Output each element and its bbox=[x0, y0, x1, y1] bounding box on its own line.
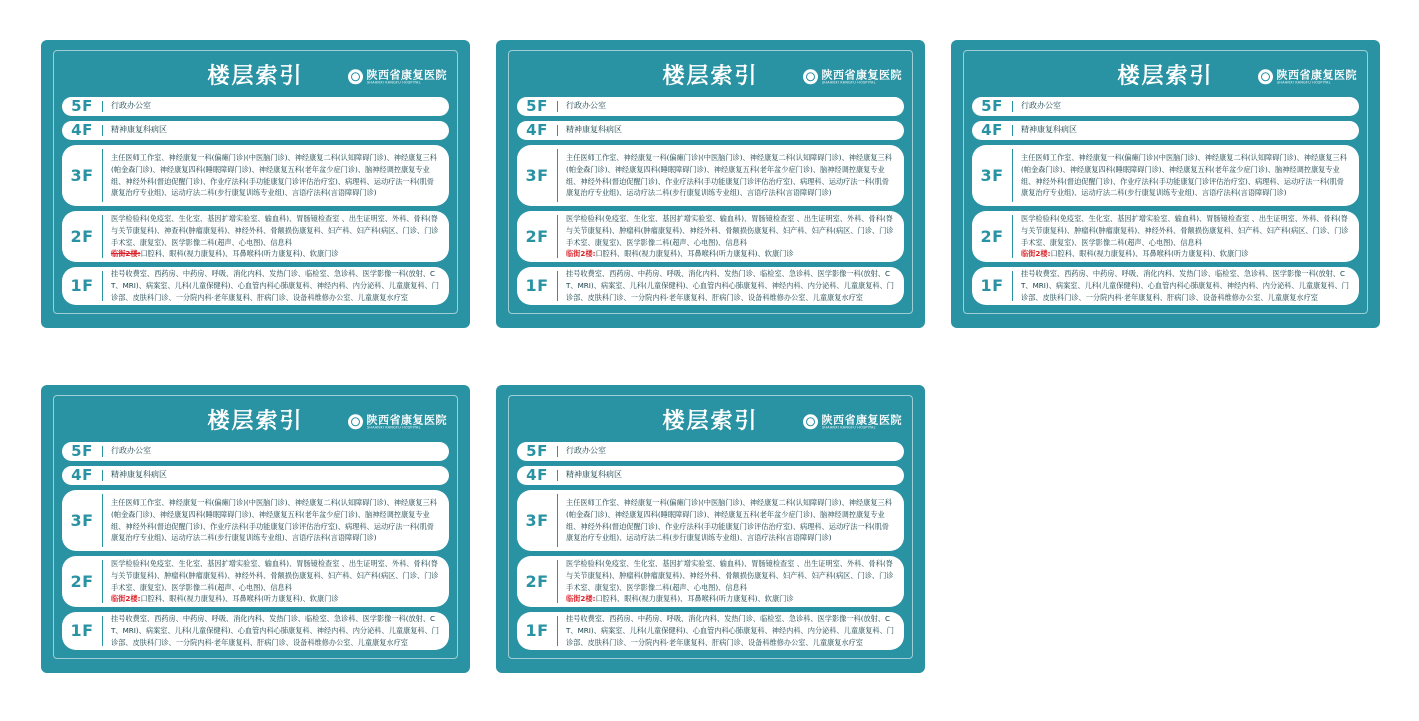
floor-4f-text: 精神康复科病区 bbox=[566, 469, 622, 479]
page-title: 楼层索引 bbox=[207, 409, 304, 434]
floor-row-3f[interactable] bbox=[972, 145, 1359, 207]
floor-5f-text: 行政办公室 bbox=[1021, 101, 1061, 110]
floor-number: 2F bbox=[980, 227, 1004, 247]
floor-content bbox=[558, 490, 904, 552]
hospital-logo-text bbox=[1277, 69, 1358, 84]
floor-content bbox=[1013, 267, 1359, 305]
floor-content bbox=[558, 145, 904, 207]
floor-content bbox=[558, 267, 904, 305]
floor-number: 2F bbox=[70, 572, 94, 592]
floor-content bbox=[1013, 121, 1359, 140]
floor-list bbox=[62, 97, 449, 305]
hospital-logo-text bbox=[822, 414, 903, 429]
hospital-logo-en: SHAANXI KANGFU HOSPITAL bbox=[1276, 80, 1331, 85]
floor-content bbox=[103, 556, 449, 606]
floor-content bbox=[558, 556, 904, 606]
board-5 bbox=[496, 385, 925, 673]
floor-row-1f[interactable] bbox=[62, 267, 449, 305]
floor-2f-note-text: 口腔科、眼科(视力康复科)、耳鼻喉科(听力康复科)、软康门诊 bbox=[140, 594, 339, 604]
floor-row-1f[interactable] bbox=[972, 267, 1359, 305]
hospital-logo-cn: 陕西省康复医院 bbox=[366, 68, 447, 82]
floor-content bbox=[103, 490, 449, 552]
floor-row-1f[interactable] bbox=[517, 267, 904, 305]
floor-row-2f[interactable] bbox=[62, 211, 449, 261]
board-frame bbox=[508, 395, 913, 659]
floor-content bbox=[1013, 145, 1359, 207]
floor-5f-text: 行政办公室 bbox=[566, 446, 606, 455]
hospital-logo-text bbox=[367, 414, 448, 429]
board-header bbox=[517, 57, 904, 97]
floor-content bbox=[103, 211, 449, 261]
floor-2f-text: 医学检验科(免疫室、生化室、基因扩增实验室、输血科)、胃肠镜检查室 、出生证明室、外科、骨科(脊与关节康复科)、肿瘤科(肿瘤康复科)、神经外科、骨额损伤康复科、妇产科、妇产科(病区、门诊、门诊手术室、康复室)、医学影像二科(超声、心电图)、信息科 bbox=[111, 559, 439, 592]
floor-1f-text: 挂号收费室、西药房、中药房、呼吸、消化内科、发热门诊、临检室、急诊科、医学影像一科(放射、CT、MRI)、病案室、儿科(儿童保健科)、心血管内科心肺康复科、神经内科、内分泌科、儿童康复科、门诊部、皮肤科门诊、一分院内科·老年康复科、肝病门诊、设备科维修办公室、儿童康复水疗室 bbox=[1021, 269, 1349, 302]
floor-number: 4F bbox=[71, 466, 93, 485]
floor-content bbox=[103, 267, 449, 305]
floor-2f-note bbox=[111, 248, 441, 260]
floor-number: 1F bbox=[525, 276, 549, 296]
floor-row-3f[interactable] bbox=[62, 490, 449, 552]
hospital-logo bbox=[803, 414, 903, 429]
floor-content bbox=[558, 442, 904, 461]
hospital-logo bbox=[1258, 69, 1358, 84]
floor-1f-text: 挂号收费室、西药房、中药房、呼吸、消化内科、发热门诊、临检室、急诊科、医学影像一科(放射、CT、MRI)、病案室、儿科(儿童保健科)、心血管内科心肺康复科、神经内科、内分泌科、儿童康复科、门诊部、皮肤科门诊、一分院内科·老年康复科、肝病门诊、设备科维修办公室、儿童康复水疗室 bbox=[111, 269, 439, 302]
floor-row-4f[interactable] bbox=[62, 121, 449, 140]
floor-number: 5F bbox=[526, 442, 548, 461]
floor-3f-text: 主任医师工作室、神经康复一科(偏瘫门诊)(中医脑门诊)、神经康复二科(认知障碍门诊)、神经康复三科(帕金森门诊)、神经康复四科(睡眠障碍门诊)、神经康复五科(老年盆少症门诊)、脑神经调控康复专业组、神经外科(督迫促醒门诊)、作业疗法科(手功能康复门诊评估治疗室)、病理科、运动疗法一科(肌骨康复治疗专业组)、运动疗法二科(步行康复训练专业组)、言语疗法科(言语障碍门诊) bbox=[566, 498, 892, 543]
hospital-logo-icon bbox=[348, 415, 363, 430]
board-3 bbox=[951, 40, 1380, 328]
floor-2f-note bbox=[566, 593, 896, 605]
floor-2f-note-label: 临街2楼: bbox=[111, 249, 141, 259]
hospital-logo-cn: 陕西省康复医院 bbox=[821, 68, 902, 82]
floor-row-1f[interactable] bbox=[517, 612, 904, 650]
floor-4f-text: 精神康复科病区 bbox=[111, 469, 167, 479]
board-frame bbox=[963, 50, 1368, 314]
page-title: 楼层索引 bbox=[662, 64, 759, 89]
hospital-logo-icon bbox=[348, 70, 363, 85]
floor-number: 4F bbox=[526, 121, 548, 140]
floor-row-5f[interactable] bbox=[972, 97, 1359, 116]
floor-3f-text: 主任医师工作室、神经康复一科(偏瘫门诊)(中医脑门诊)、神经康复二科(认知障碍门诊)、神经康复三科(帕金森门诊)、神经康复四科(睡眠障碍门诊)、神经康复五科(老年盆少症门诊)、脑神经调控康复专业组、神经外科(督迫促醒门诊)、作业疗法科(手功能康复门诊评估治疗室)、病理科、运动疗法一科(肌骨康复治疗专业组)、运动疗法二科(步行康复训练专业组)、言语疗法科(言语障碍门诊) bbox=[111, 498, 437, 543]
floor-row-3f[interactable] bbox=[517, 490, 904, 552]
board-header bbox=[62, 57, 449, 97]
floor-number: 4F bbox=[71, 121, 93, 140]
hospital-logo bbox=[803, 69, 903, 84]
floor-list bbox=[517, 97, 904, 305]
floor-content bbox=[558, 121, 904, 140]
floor-2f-note-text: 口腔科、眼科(视力康复科)、耳鼻喉科(听力康复科)、软康门诊 bbox=[140, 249, 339, 259]
floor-row-5f[interactable] bbox=[62, 442, 449, 461]
floor-number: 5F bbox=[71, 442, 93, 461]
hospital-logo-icon bbox=[803, 70, 818, 85]
floor-2f-text: 医学检验科(免疫室、生化室、基因扩增实验室、输血科)、胃肠镜检查室 、出生证明室、外科、骨科(脊与关节康复科)、肿瘤科(肿瘤康复科)、神经外科、骨额损伤康复科、妇产科、妇产科(病区、门诊、门诊手术室、康复室)、医学影像二科(超声、心电图)、信息科 bbox=[566, 214, 894, 247]
floor-content bbox=[558, 97, 904, 116]
board-header bbox=[517, 402, 904, 442]
board-header bbox=[972, 57, 1359, 97]
floor-content bbox=[558, 211, 904, 261]
hospital-logo-en: SHAANXI KANGFU HOSPITAL bbox=[821, 80, 876, 85]
floor-number: 2F bbox=[70, 227, 94, 247]
floor-number: 3F bbox=[525, 166, 549, 186]
floor-content bbox=[1013, 97, 1359, 116]
floor-2f-note-text: 口腔科、眼科(视力康复科)、耳鼻喉科(听力康复科)、软康门诊 bbox=[1050, 249, 1249, 259]
floor-row-2f[interactable] bbox=[972, 211, 1359, 261]
hospital-logo-text bbox=[822, 69, 903, 84]
floor-3f-text: 主任医师工作室、神经康复一科(偏瘫门诊)(中医脑门诊)、神经康复二科(认知障碍门诊)、神经康复三科(帕金森门诊)、神经康复四科(睡眠障碍门诊)、神经康复五科(老年盆少症门诊)、脑神经调控康复专业组、神经外科(督迫促醒门诊)、作业疗法科(手功能康复门诊评估治疗室)、病理科、运动疗法一科(肌骨康复治疗专业组)、运动疗法二科(步行康复训练专业组)、言语疗法科(言语障碍门诊) bbox=[1021, 153, 1347, 198]
floor-number: 2F bbox=[525, 572, 549, 592]
floor-row-5f[interactable] bbox=[517, 442, 904, 461]
floor-content bbox=[103, 442, 449, 461]
floor-3f-text: 主任医师工作室、神经康复一科(偏瘫门诊)(中医脑门诊)、神经康复二科(认知障碍门诊)、神经康复三科(帕金森门诊)、神经康复四科(睡眠障碍门诊)、神经康复五科(老年盆少症门诊)、脑神经调控康复专业组、神经外科(督迫促醒门诊)、作业疗法科(手功能康复门诊评估治疗室)、病理科、运动疗法一科(肌骨康复治疗专业组)、运动疗法二科(步行康复训练专业组)、言语疗法科(言语障碍门诊) bbox=[111, 153, 437, 198]
floor-content bbox=[103, 145, 449, 207]
floor-row-4f[interactable] bbox=[517, 121, 904, 140]
floor-content bbox=[558, 612, 904, 650]
hospital-logo bbox=[348, 69, 448, 84]
floor-5f-text: 行政办公室 bbox=[111, 101, 151, 110]
hospital-logo-en: SHAANXI KANGFU HOSPITAL bbox=[366, 80, 421, 85]
floor-number: 5F bbox=[71, 97, 93, 116]
board-frame bbox=[508, 50, 913, 314]
floor-number: 5F bbox=[526, 97, 548, 116]
floor-2f-note-label: 临街2楼: bbox=[566, 249, 596, 259]
board-header bbox=[62, 402, 449, 442]
floor-1f-text: 挂号收费室、西药房、中药房、呼吸、消化内科、发热门诊、临检室、急诊科、医学影像一科(放射、CT、MRI)、病案室、儿科(儿童保健科)、心血管内科心肺康复科、神经内科、内分泌科、儿童康复科、门诊部、皮肤科门诊、一分院内科·老年康复科、肝病门诊、设备科维修办公室、儿童康复水疗室 bbox=[566, 269, 894, 302]
hospital-logo-cn: 陕西省康复医院 bbox=[366, 413, 447, 427]
hospital-logo-en: SHAANXI KANGFU HOSPITAL bbox=[366, 425, 421, 430]
floor-row-4f[interactable] bbox=[517, 466, 904, 485]
page-title: 楼层索引 bbox=[1117, 64, 1214, 89]
floor-row-4f[interactable] bbox=[972, 121, 1359, 140]
floor-2f-note bbox=[1021, 248, 1351, 260]
hospital-logo-cn: 陕西省康复医院 bbox=[821, 413, 902, 427]
floor-list bbox=[972, 97, 1359, 305]
floor-2f-text: 医学检验科(免疫室、生化室、基因扩增实验室、输血科)、胃肠镜检查室 、出生证明室、外科、骨科(脊与关节康复科)、肿瘤科(肿瘤康复科)、神经外科、骨额损伤康复科、妇产科、妇产科(病区、门诊、门诊手术室、康复室)、医学影像二科(超声、心电图)、信息科 bbox=[566, 559, 894, 592]
floor-content bbox=[558, 466, 904, 485]
floor-number: 1F bbox=[70, 276, 94, 296]
floor-2f-note bbox=[111, 593, 441, 605]
floor-3f-text: 主任医师工作室、神经康复一科(偏瘫门诊)(中医脑门诊)、神经康复二科(认知障碍门诊)、神经康复三科(帕金森门诊)、神经康复四科(睡眠障碍门诊)、神经康复五科(老年盆少症门诊)、脑神经调控康复专业组、神经外科(督迫促醒门诊)、作业疗法科(手功能康复门诊评估治疗室)、病理科、运动疗法一科(肌骨康复治疗专业组)、运动疗法二科(步行康复训练专业组)、言语疗法科(言语障碍门诊) bbox=[566, 153, 892, 198]
floor-4f-text: 精神康复科病区 bbox=[1021, 124, 1077, 134]
floor-list bbox=[62, 442, 449, 650]
floor-2f-note bbox=[566, 248, 896, 260]
floor-number: 4F bbox=[981, 121, 1003, 140]
floor-row-2f[interactable] bbox=[62, 556, 449, 606]
floor-row-5f[interactable] bbox=[517, 97, 904, 116]
page-title: 楼层索引 bbox=[662, 409, 759, 434]
floor-row-1f[interactable] bbox=[62, 612, 449, 650]
page-title: 楼层索引 bbox=[207, 64, 304, 89]
floor-number: 3F bbox=[980, 166, 1004, 186]
floor-number: 2F bbox=[525, 227, 549, 247]
floor-2f-text: 医学检验科(免疫室、生化室、基因扩增实验室、输血科)、胃肠镜检查室 、出生证明室、外科、骨科(脊与关节康复科)、肿瘤科(肿瘤康复科)、神经外科、骨额损伤康复科、妇产科、妇产科(病区、门诊、门诊手术室、康复室)、医学影像二科(超声、心电图)、信息科 bbox=[1021, 214, 1349, 247]
floor-4f-text: 精神康复科病区 bbox=[566, 124, 622, 134]
floor-number: 1F bbox=[980, 276, 1004, 296]
floor-row-2f[interactable] bbox=[517, 556, 904, 606]
board-2 bbox=[496, 40, 925, 328]
floor-4f-text: 精神康复科病区 bbox=[111, 124, 167, 134]
floor-list bbox=[517, 442, 904, 650]
floor-2f-note-label: 临街2楼: bbox=[566, 594, 596, 604]
hospital-logo-cn: 陕西省康复医院 bbox=[1276, 68, 1357, 82]
hospital-logo-icon bbox=[1258, 70, 1273, 85]
floor-content bbox=[103, 97, 449, 116]
floor-content bbox=[103, 466, 449, 485]
floor-number: 5F bbox=[981, 97, 1003, 116]
floor-number: 1F bbox=[70, 621, 94, 641]
board-frame bbox=[53, 50, 458, 314]
floor-2f-note-text: 口腔科、眼科(视力康复科)、耳鼻喉科(听力康复科)、软康门诊 bbox=[595, 594, 794, 604]
floor-number: 3F bbox=[525, 511, 549, 531]
board-4 bbox=[41, 385, 470, 673]
floor-1f-text: 挂号收费室、西药房、中药房、呼吸、消化内科、发热门诊、临检室、急诊科、医学影像一科(放射、CT、MRI)、病案室、儿科(儿童保健科)、心血管内科心肺康复科、神经内科、内分泌科、儿童康复科、门诊部、皮肤科门诊、一分院内科·老年康复科、肝病门诊、设备科维修办公室、儿童康复水疗室 bbox=[111, 614, 439, 647]
floor-2f-text: 医学检验科(免疫室、生化室、基因扩增实验室、输血科)、胃肠镜检查室 、出生证明室、外科、骨科(脊与关节康复科)、神查科(肿瘤康复科)、神经外科、骨额损伤康复科、妇产科、妇产科(病区、门诊、门诊手术室、康复室)、医学影像二科(超声、心电图)、信息科 bbox=[111, 214, 439, 247]
floor-5f-text: 行政办公室 bbox=[566, 101, 606, 110]
board-frame bbox=[53, 395, 458, 659]
floor-number: 4F bbox=[526, 466, 548, 485]
floor-content bbox=[1013, 211, 1359, 261]
floor-number: 3F bbox=[70, 166, 94, 186]
floor-2f-note-label: 临街2楼: bbox=[1021, 249, 1051, 259]
floor-number: 3F bbox=[70, 511, 94, 531]
floor-row-3f[interactable] bbox=[62, 145, 449, 207]
floor-row-4f[interactable] bbox=[62, 466, 449, 485]
floor-row-3f[interactable] bbox=[517, 145, 904, 207]
floor-2f-note-label: 临街2楼: bbox=[111, 594, 141, 604]
hospital-logo-text bbox=[367, 69, 448, 84]
floor-5f-text: 行政办公室 bbox=[111, 446, 151, 455]
floor-row-2f[interactable] bbox=[517, 211, 904, 261]
floor-1f-text: 挂号收费室、西药房、中药房、呼吸、消化内科、发热门诊、临检室、急诊科、医学影像一科(放射、CT、MRI)、病案室、儿科(儿童保健科)、心血管内科心肺康复科、神经内科、内分泌科、儿童康复科、门诊部、皮肤科门诊、一分院内科·老年康复科、肝病门诊、设备科维修办公室、儿童康复水疗室 bbox=[566, 614, 894, 647]
hospital-logo-en: SHAANXI KANGFU HOSPITAL bbox=[821, 425, 876, 430]
hospital-logo-icon bbox=[803, 415, 818, 430]
floor-content bbox=[103, 121, 449, 140]
floor-content bbox=[103, 612, 449, 650]
floor-row-5f[interactable] bbox=[62, 97, 449, 116]
hospital-logo bbox=[348, 414, 448, 429]
board-1 bbox=[41, 40, 470, 328]
floor-2f-note-text: 口腔科、眼科(视力康复科)、耳鼻喉科(听力康复科)、软康门诊 bbox=[595, 249, 794, 259]
floor-number: 1F bbox=[525, 621, 549, 641]
